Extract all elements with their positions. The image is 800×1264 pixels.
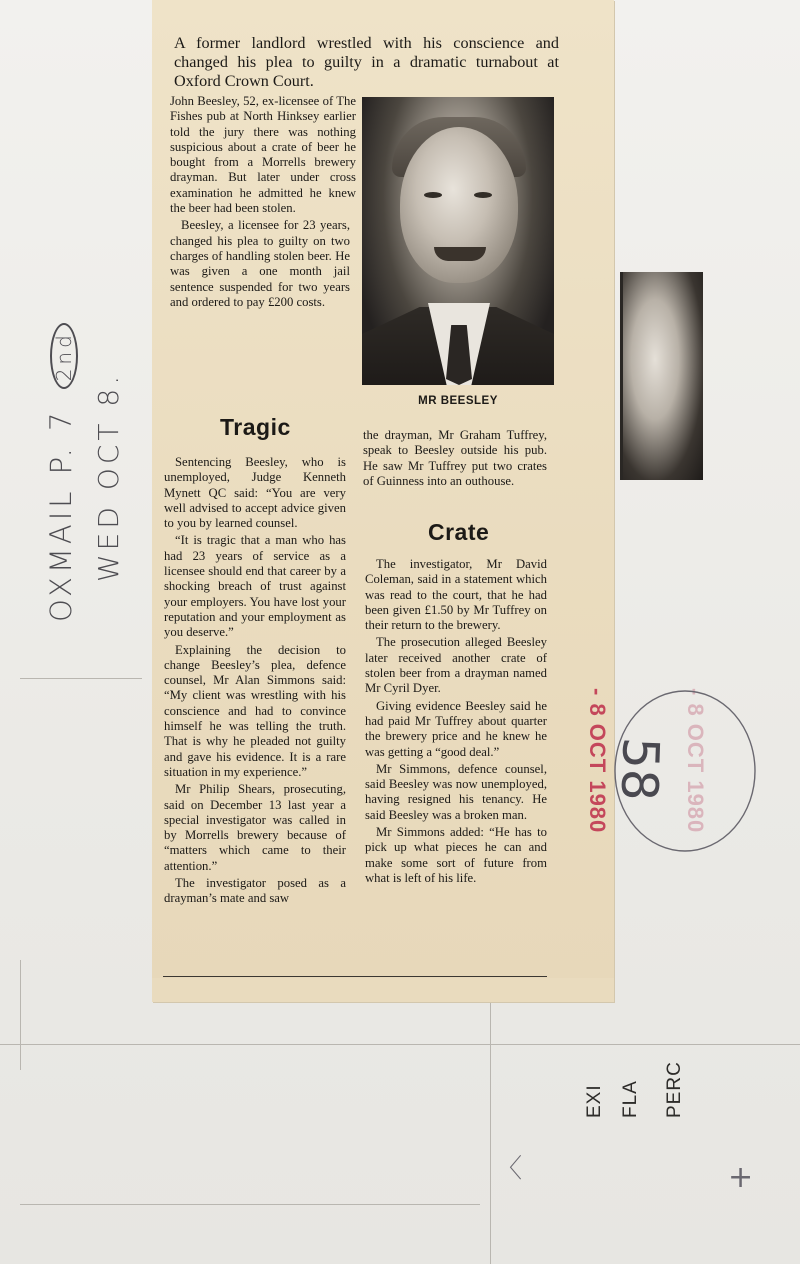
handwritten-source: OXMAIL P. 7 2nd [44,323,78,622]
paragraph: The investigator, Mr David Coleman, said in a statement which was read to the court, that he had been given £1.50 by Mr Tuffrey on their return to the brewery. [365,557,547,633]
ruled-line [490,1000,491,1264]
paragraph: the drayman, Mr Graham Tuffrey, speak to Beesley outside his pub. He saw Mr Tuffrey put two crates of Guinness into an outhouse. [363,428,547,488]
ruled-line [0,1044,800,1045]
paragraph: Sentencing Beesley, who is unemployed, Judge Kenneth Mynett QC said: “You are very well advised to accept advice given to you by learned counsel. [164,455,346,531]
partial-photo [620,272,703,480]
archive-label: EXI [584,1084,605,1118]
date-stamp: - 8 OCT 1980 [585,688,610,834]
subhead-crate: Crate [428,519,490,545]
column-c-top [363,428,547,491]
archive-label: FLA [620,1080,641,1118]
paragraph: Giving evidence Beesley said he had paid Mr Tuffrey about quarter the brewery price and he knew he was getting a “good deal.” [365,698,547,759]
pencil-number: 58 [609,736,670,802]
lead-paragraph: A former landlord wrestled with his conscience and changed his plea to guilty in a dramatic turnabout at Oxford Crown Court. [174,34,559,90]
portrait-photo [362,97,554,385]
column-a [170,94,356,312]
paragraph: Mr Simmons added: “He has to pick up what pieces he can and make some sort of future from what is left of his life. [365,825,547,885]
circled-note: 2nd [50,323,78,389]
paragraph: The prosecution alleged Beesley later received another crate of stolen beer from a drayman named Mr Cyril Dyer. [365,635,547,696]
paragraph: Mr Simmons, defence counsel, said Beesley was now unemployed, having resigned his tenancy. He said Beesley was a broken man. [365,761,547,822]
paragraph: Explaining the decision to change Beesley’s plea, defence counsel, Mr Alan Simmons said: “My client was wrestling with his conscience and had to convince himself he was telling the truth. That is why he pleaded not guilty and gave his evidence. It is a rare situation in my experience.” [164,642,346,779]
paragraph: The investigator posed as a drayman’s mate and saw [164,876,346,906]
ruled-line [20,1204,480,1205]
paragraph: Mr Philip Shears, prosecuting, said on December 13 last year a special investigator was called in by Morrells brewery because of “matters which came to their attention.” [164,782,346,873]
paragraph: Beesley, a licensee for 23 years, changed his plea to guilty on two charges of handling stolen beer. He was given a one month jail sentence suspended for two years and ordered to pay £200 costs. [170,218,350,309]
ruled-line [20,960,21,1070]
paragraph: “It is tragic that a man who has had 23 years of service as a licensee should end that career by a shocking breach of trust against your employers. You have lost your reputation and your employment as you deserve.” [164,533,346,640]
column-b [164,455,346,909]
pencil-mark: 〈 [496,1154,523,1184]
bottom-rule [163,976,547,977]
column-c [365,557,547,888]
archive-label: PERC [664,1061,685,1118]
handwritten-date: WED OCT 8. [92,371,125,582]
clipping-lower-strip [152,978,614,1002]
photo-caption: MR BEESLEY [418,395,498,407]
subhead-tragic: Tragic [220,414,291,440]
ruled-line [20,678,142,679]
pencil-cross-mark: + [728,1160,754,1195]
paragraph: John Beesley, 52, ex-licensee of The Fishes pub at North Hinksey earlier told the jury there was nothing suspicious about a crate of beer he bought from a Morrells brewery drayman. But later under cross examination he admitted he knew the beer had been stolen. [170,94,356,216]
date-stamp-faint: - 8 OCT 1980 [683,688,708,834]
